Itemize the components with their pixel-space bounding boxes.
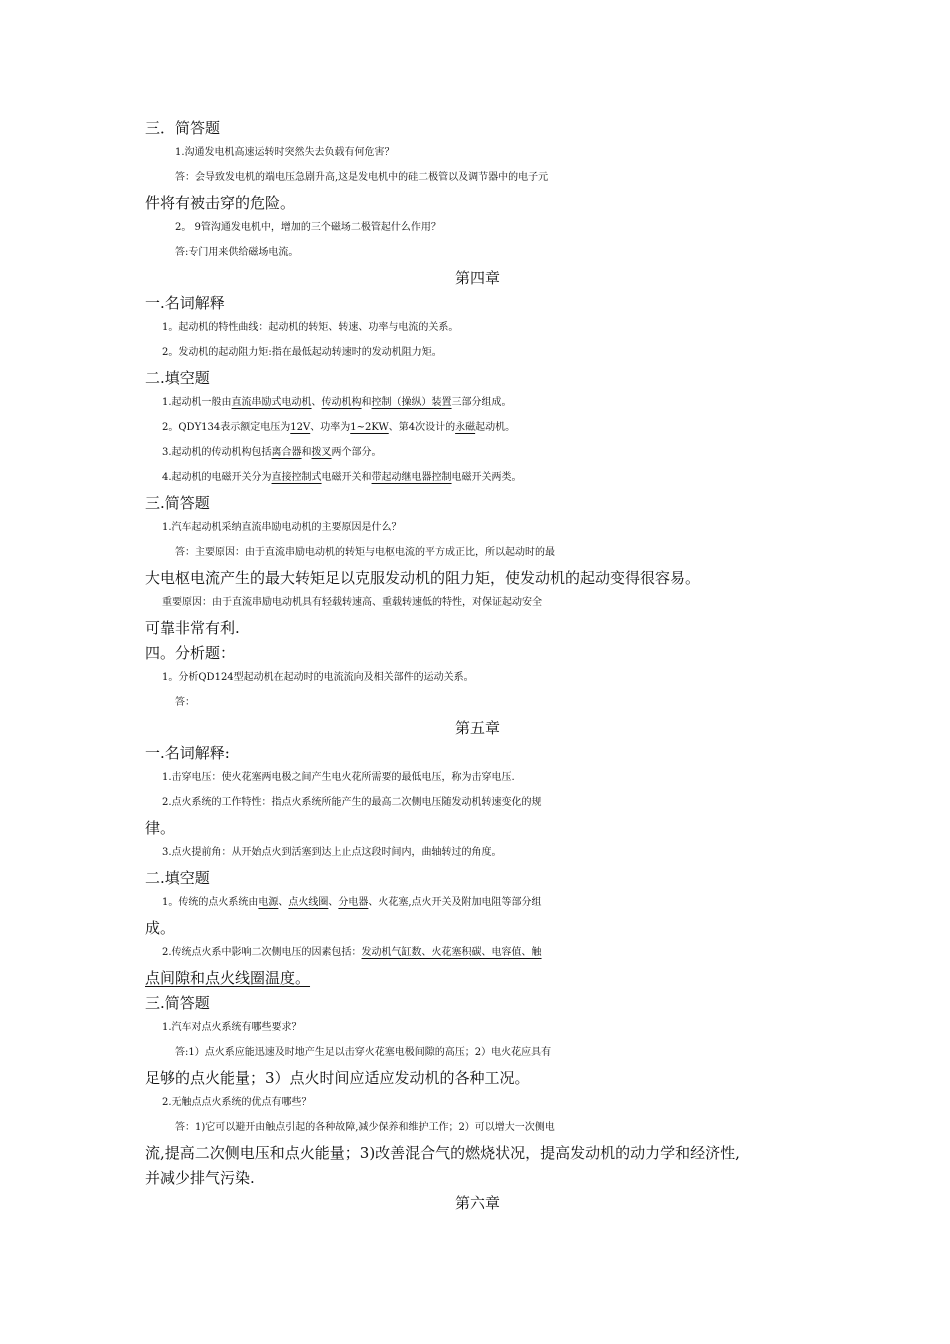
definition-text: 1。起动机的特性曲线：起动机的转矩、转速、功率与电流的关系。 — [162, 322, 459, 333]
fill-blank-item: 2。QDY134表示额定电压为12V、功率为1~2KW、第4次设计的永磁起动机。 — [162, 422, 516, 433]
definition-text: 2.点火系统的工作特性：指点火系统所能产生的最高二次侧电压随发动机转速变化的规 — [162, 797, 542, 808]
answer-blank: 12V — [290, 422, 311, 433]
answer-blank: 离合器 — [271, 447, 302, 458]
definition-text: 1.击穿电压：使火花塞两电极之间产生电火花所需要的最低电压，称为击穿电压. — [162, 772, 515, 783]
fill-blank-item: 2.传统点火系中影响二次侧电压的因素包括：发动机气缸数、火花塞积碳、电容值、触 — [162, 947, 542, 958]
fill-blank-item: 4.起动机的电磁开关分为直接控制式电磁开关和带起动继电器控制电磁开关两类。 — [162, 472, 522, 483]
fill-blank-item: 1。传统的点火系统由电源、点火线圈、分电器、火花塞,点火开关及附加电阻等部分组 — [162, 897, 542, 908]
answer-blank: 直接控制式 — [271, 472, 322, 483]
section-heading: 一.名词解释: — [145, 744, 230, 762]
answer-text: 答：会导致发电机的端电压急剧升高,这是发电机中的硅二极管以及调节器中的电子元 — [175, 172, 549, 183]
question-text: 2.无触点点火系统的优点有哪些？ — [162, 1097, 312, 1108]
answer-text: 足够的点火能量；3）点火时间应适应发动机的各种工况。 — [145, 1069, 530, 1087]
section-heading: 四。分析题： — [145, 644, 236, 662]
answer-text: 答： — [175, 697, 195, 708]
answer-text: 流,提高二次侧电压和点火能量；3)改善混合气的燃烧状况，提高发动机的动力学和经济性, — [145, 1144, 740, 1162]
answer-blank: 直流串励式电动机 — [231, 397, 312, 408]
answer-blank: 永磁 — [455, 422, 476, 433]
chapter-title: 第六章 — [454, 1194, 500, 1212]
answer-blank: 点间隙和点火线圈温度。 — [145, 969, 311, 987]
question-text: 1.沟通发电机高速运转时突然失去负载有何危害？ — [175, 147, 395, 158]
answer-text: 件将有被击穿的危险。 — [145, 194, 296, 212]
fill-blank-item: 1.起动机一般由直流串励式电动机、传动机构和控制（操纵）装置三部分组成。 — [162, 397, 512, 408]
answer-text: 并减少排气污染. — [145, 1169, 255, 1187]
section-heading: 三．简答题 — [145, 119, 221, 137]
answer-blank: 电源 — [258, 897, 279, 908]
fill-blank-item — [145, 968, 810, 988]
section-heading: 三.简答题 — [145, 494, 210, 512]
definition-text: 律。 — [145, 819, 176, 837]
section-heading: 二.填空题 — [145, 369, 210, 387]
question-text: 2。 9管沟通发电机中，增加的三个磁场二极管起什么作用？ — [175, 222, 441, 233]
answer-blank: 拨叉 — [311, 447, 332, 458]
answer-blank: 带起动继电器控制 — [371, 472, 452, 483]
answer-text: 大电枢电流产生的最大转矩足以克服发动机的阻力矩，使发动机的起动变得很容易。 — [145, 569, 701, 587]
answer-text: 重要原因：由于直流串励电动机具有轻载转速高、重载转速低的特性，对保证起动安全 — [162, 597, 542, 608]
section-heading: 一.名词解释 — [145, 294, 225, 312]
answer-blank: 传动机构 — [321, 397, 362, 408]
question-text: 1.汽车对点火系统有哪些要求？ — [162, 1022, 302, 1033]
chapter-title: 第五章 — [454, 719, 500, 737]
answer-blank: 1~2KW — [350, 422, 389, 433]
answer-text: 答:1）点火系应能迅速及时地产生足以击穿火花塞电极间隙的高压；2）电火花应具有 — [175, 1047, 552, 1058]
answer-text: 答:专门用来供给磁场电流。 — [175, 247, 299, 258]
answer-blank: 分电器 — [338, 897, 369, 908]
answer-text: 答：主要原因：由于直流串励电动机的转矩与电枢电流的平方成正比，所以起动时的最 — [175, 547, 555, 558]
answer-blank: 发动机气缸数、火花塞积碳、电容值、触 — [361, 947, 542, 958]
section-heading: 三.简答题 — [145, 994, 210, 1012]
answer-text: 可靠非常有利. — [145, 619, 240, 637]
answer-blank: 点火线圈 — [288, 897, 329, 908]
fill-blank-item: 成。 — [145, 919, 176, 937]
definition-text: 2。发动机的起动阻力矩:指在最低起动转速时的发动机阻力矩。 — [162, 347, 442, 358]
answer-blank: 控制（操纵）装置 — [371, 397, 452, 408]
section-heading: 二.填空题 — [145, 869, 210, 887]
chapter-title: 第四章 — [454, 269, 500, 287]
question-text: 1.汽车起动机采纳直流串励电动机的主要原因是什么？ — [162, 522, 402, 533]
question-text: 1。分析QD124型起动机在起动时的电流流向及相关部件的运动关系。 — [162, 672, 474, 683]
definition-text: 3.点火提前角：从开始点火到活塞到达上止点这段时间内，曲轴转过的角度。 — [162, 847, 502, 858]
fill-blank-item: 3.起动机的传动机构包括离合器和拨叉两个部分。 — [162, 447, 382, 458]
answer-text: 答：1)它可以避开由触点引起的各种故障,减少保养和维护工作；2）可以增大一次侧电 — [175, 1122, 555, 1133]
